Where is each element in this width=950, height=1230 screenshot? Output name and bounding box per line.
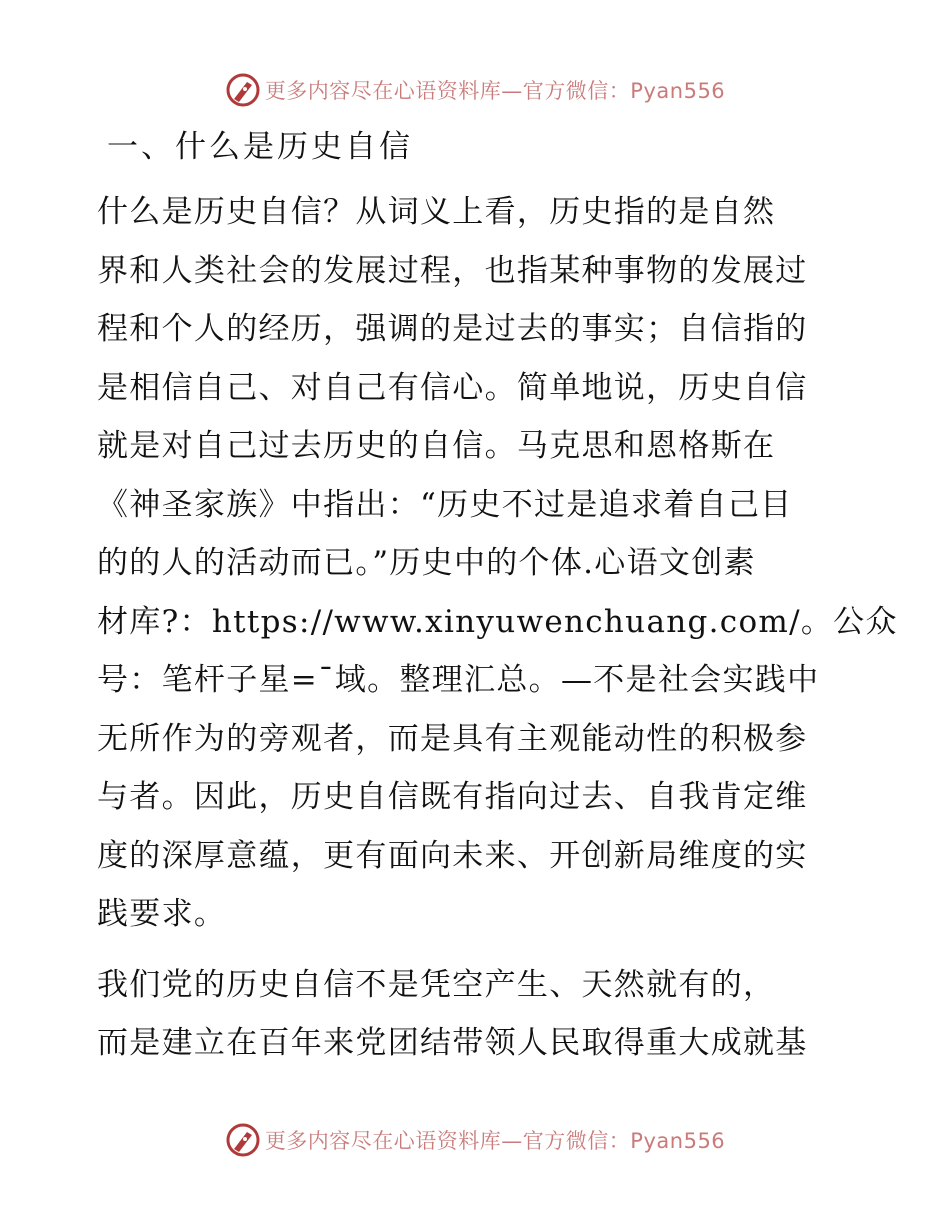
text-line: 度的深厚意蕴，更有面向未来、开创新局维度的实 xyxy=(97,837,808,874)
document-body xyxy=(97,118,898,1085)
text-line: 践要求。 xyxy=(97,896,227,932)
header-banner xyxy=(0,70,950,110)
text-line: 就是对自己过去历史的自信。马克思和恩格斯在 xyxy=(97,428,776,464)
text-line: 界和人类社会的发展过程，也指某种事物的发展过 xyxy=(97,252,808,289)
banner-text: 更多内容尽在心语资料库—官方微信：Pyan556 xyxy=(264,1129,726,1153)
footer-banner xyxy=(0,1120,950,1160)
banner-text: 更多内容尽在心语资料库—官方微信：Pyan556 xyxy=(264,79,726,103)
text-line: 我们党的历史自信不是凭空产生、天然就有的， xyxy=(97,966,776,1003)
section-heading: 一、什么是历史自信 xyxy=(107,129,413,165)
paragraph-2 xyxy=(97,956,853,1073)
text-line: 《神圣家族》中指出：“历史不过是追求着自己目 xyxy=(97,486,793,523)
text-line: 材库?：https://www.xinyuwenchuang.com/。公众 xyxy=(97,603,898,640)
text-line: 与者。因此，历史自信既有指向过去、自我肯定维 xyxy=(97,779,808,815)
text-line: 的的人的活动而已。”历史中的个体.心语文创素 xyxy=(97,545,756,581)
pen-nib-logo-icon xyxy=(225,72,261,108)
pen-nib-logo-icon xyxy=(225,1122,261,1158)
text-line: 号：笔杆子星=¯域。整理汇总。—不是社会实践中 xyxy=(97,662,820,698)
text-line: 是相信自己、对自己有信心。简单地说，历史自信 xyxy=(97,369,808,406)
text-line: 什么是历史自信？从词义上看，历史指的是自然 xyxy=(97,194,776,230)
text-line: 而是建立在百年来党团结带领人民取得重大成就基 xyxy=(97,1025,808,1061)
text-line: 程和个人的经历，强调的是过去的事实；自信指的 xyxy=(97,311,808,347)
text-line: 无所作为的旁观者，而是具有主观能动性的积极参 xyxy=(97,720,808,757)
paragraph-1 xyxy=(97,183,898,944)
